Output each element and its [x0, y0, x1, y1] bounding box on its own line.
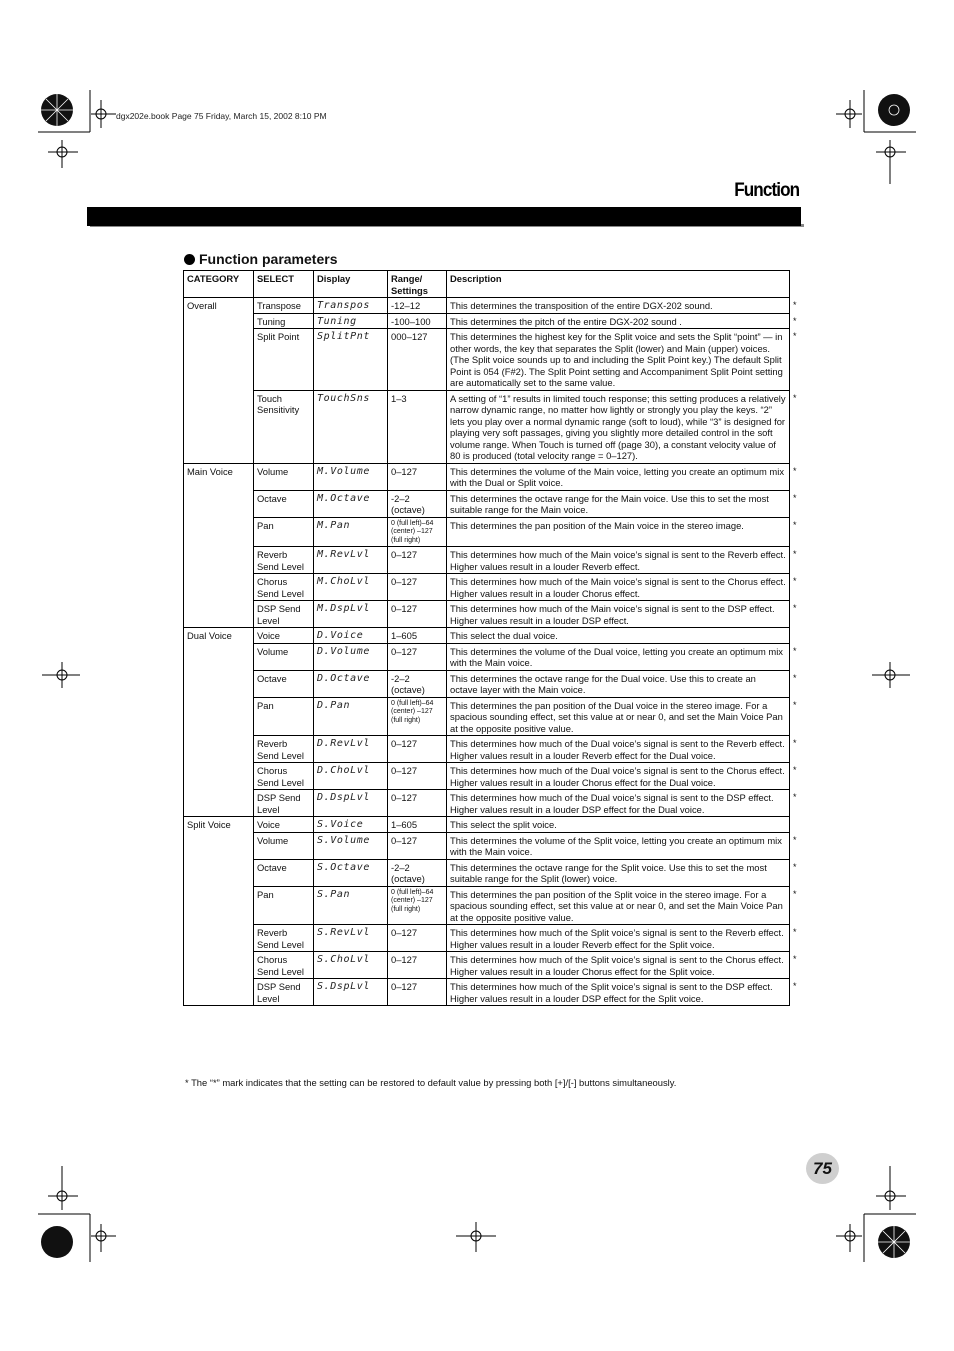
description-cell: A setting of “1” results in limited touch response; this setting produces a relatively narrow dynamic range, no matter how lightly or strongly you play the keys. “2” lets you play over a normal dynamic range (soft to loud), while “3” is designed for playing very soft passages, giving you slightly more detailed control in the soft volume range. When Touch is turned off (page 30), a constant velocity value of 80 is produced (total velocity range = 0–127). — [447, 390, 790, 463]
display-cell: M.Octave — [314, 490, 388, 517]
select-cell: DSP Send Level — [254, 790, 314, 817]
description-cell: This determines the volume of the Dual voice, letting you create an optimum mix with the Main voice. — [447, 643, 790, 670]
range-cell: 0–127 — [388, 643, 447, 670]
table-row — [184, 979, 790, 1006]
description-cell: This determines how much of the Split voice’s signal is sent to the Reverb effect. Higher values result in a louder Reverb effect for the Split voice. — [447, 925, 790, 952]
range-cell: 1–3 — [388, 390, 447, 463]
description-cell: This determines how much of the Split voice’s signal is sent to the DSP effect. Higher values result in a louder DSP effect for the Split voice. — [447, 979, 790, 1006]
table-row — [184, 313, 790, 329]
category-cell: Dual Voice — [184, 628, 254, 817]
title-bar — [87, 207, 801, 226]
table-row — [184, 817, 790, 833]
range-cell: 0–127 — [388, 736, 447, 763]
default-mark: * — [793, 549, 797, 559]
default-mark: * — [793, 520, 797, 530]
description-cell: This determines the pan position of the Dual voice in the stereo image. For a spacious sounding effect, set this value at or near 0, and set the Main Voice Pan at the opposite positive value. — [447, 697, 790, 736]
description-cell: This select the dual voice. — [447, 628, 790, 644]
range-cell: -2–2 (octave) — [388, 670, 447, 697]
display-cell: S.DspLvl — [314, 979, 388, 1006]
range-cell: 0 (full left)–64 (center) –127 (full right) — [388, 517, 447, 547]
default-mark: * — [793, 646, 797, 656]
display-cell: D.Octave — [314, 670, 388, 697]
footnote: * The “*” mark indicates that the setting can be restored to default value by pressing both [+]/[-] buttons simultaneously. — [185, 1077, 677, 1088]
table-row — [184, 643, 790, 670]
range-cell: 0–127 — [388, 574, 447, 601]
display-cell: M.DspLvl — [314, 601, 388, 628]
display-cell: D.Voice — [314, 628, 388, 644]
default-mark: * — [793, 603, 797, 613]
default-mark: * — [793, 316, 797, 326]
select-cell: Chorus Send Level — [254, 763, 314, 790]
description-cell: This determines how much of the Dual voice’s signal is sent to the Chorus effect. Higher values result in a louder Chorus effect for the Dual voice. — [447, 763, 790, 790]
column-header-range: Range/ Settings — [388, 271, 447, 298]
select-cell: Octave — [254, 490, 314, 517]
display-cell: M.RevLvl — [314, 547, 388, 574]
description-cell: This determines how much of the Main voice’s signal is sent to the Chorus effect. Higher values result in a louder Chorus effect. — [447, 574, 790, 601]
default-mark: * — [793, 493, 797, 503]
default-mark: * — [793, 576, 797, 586]
function-parameters-table — [183, 270, 790, 1006]
description-cell: This determines the highest key for the Split voice and sets the Split “point” — in other words, the key that separates the Split (lower) and Main (upper) voices. (The Split voice sounds up to and including the Split Point key.) The default Split Point is 054 (F#2). The Split Point setting and Accompaniment Split Point setting are automatically set to the same value. — [447, 329, 790, 391]
description-cell: This determines the volume of the Split voice, letting you create an optimum mix with the Main voice. — [447, 832, 790, 859]
default-mark: * — [793, 981, 797, 991]
table-row — [184, 832, 790, 859]
column-header-category: CATEGORY — [184, 271, 254, 298]
display-cell: D.ChoLvl — [314, 763, 388, 790]
range-cell: -100–100 — [388, 313, 447, 329]
default-mark: * — [793, 393, 797, 403]
description-cell: This determines the octave range for the Dual voice. Use this to create an octave layer with the Main voice. — [447, 670, 790, 697]
select-cell: DSP Send Level — [254, 979, 314, 1006]
select-cell: Pan — [254, 697, 314, 736]
table-row — [184, 763, 790, 790]
default-mark: * — [793, 765, 797, 775]
description-cell: This determines how much of the Main voice’s signal is sent to the Reverb effect. Higher values result in a louder Reverb effect. — [447, 547, 790, 574]
select-cell: Reverb Send Level — [254, 925, 314, 952]
display-cell: D.RevLvl — [314, 736, 388, 763]
description-cell: This determines how much of the Dual voice’s signal is sent to the DSP effect. Higher values result in a louder DSP effect for the Dual voice. — [447, 790, 790, 817]
display-cell: SplitPnt — [314, 329, 388, 391]
display-cell: M.Volume — [314, 463, 388, 490]
display-cell: S.Voice — [314, 817, 388, 833]
range-cell: 0–127 — [388, 925, 447, 952]
description-cell: This determines how much of the Split voice’s signal is sent to the Chorus effect. Higher values result in a louder Chorus effect for the Split voice. — [447, 952, 790, 979]
range-cell: 0–127 — [388, 763, 447, 790]
table-row — [184, 329, 790, 391]
table-row — [184, 574, 790, 601]
registration-mark-bottom-right — [836, 1162, 916, 1262]
table-header-row — [184, 271, 790, 298]
range-cell: 1–605 — [388, 628, 447, 644]
default-mark: * — [793, 466, 797, 476]
select-cell: Split Point — [254, 329, 314, 391]
default-mark: * — [793, 738, 797, 748]
range-cell: 1–605 — [388, 817, 447, 833]
description-cell: This determines the transposition of the entire DGX-202 sound. — [447, 298, 790, 314]
select-cell: Chorus Send Level — [254, 574, 314, 601]
display-cell: D.Volume — [314, 643, 388, 670]
select-cell: Reverb Send Level — [254, 547, 314, 574]
display-cell: S.Volume — [314, 832, 388, 859]
print-header-line: dgx202e.book Page 75 Friday, March 15, 2002 8:10 PM — [116, 111, 327, 121]
page-number: 75 — [806, 1153, 839, 1184]
display-cell: S.RevLvl — [314, 925, 388, 952]
select-cell: Octave — [254, 670, 314, 697]
table-row — [184, 628, 790, 644]
range-cell: 000–127 — [388, 329, 447, 391]
select-cell: Octave — [254, 859, 314, 886]
select-cell: Volume — [254, 643, 314, 670]
default-mark: * — [793, 700, 797, 710]
default-mark: * — [793, 927, 797, 937]
category-cell: Overall — [184, 298, 254, 464]
table-row — [184, 697, 790, 736]
table-row — [184, 736, 790, 763]
table-row — [184, 517, 790, 547]
description-cell: This determines how much of the Main voice’s signal is sent to the DSP effect. Higher values result in a louder DSP effect. — [447, 601, 790, 628]
select-cell: Tuning — [254, 313, 314, 329]
registration-mark-bottom-center — [456, 1222, 496, 1252]
display-cell: D.DspLvl — [314, 790, 388, 817]
display-cell: M.ChoLvl — [314, 574, 388, 601]
registration-mark-mid-left — [40, 660, 80, 690]
select-cell: Transpose — [254, 298, 314, 314]
select-cell: Voice — [254, 628, 314, 644]
registration-mark-top-right — [836, 90, 916, 190]
range-cell: 0–127 — [388, 979, 447, 1006]
section-heading — [184, 251, 337, 267]
range-cell: 0–127 — [388, 952, 447, 979]
select-cell: Reverb Send Level — [254, 736, 314, 763]
range-cell: -2–2 (octave) — [388, 859, 447, 886]
description-cell: This select the split voice. — [447, 817, 790, 833]
select-cell: Volume — [254, 832, 314, 859]
table-row — [184, 886, 790, 925]
select-cell: Pan — [254, 517, 314, 547]
category-cell: Main Voice — [184, 463, 254, 628]
description-cell: This determines the pitch of the entire DGX-202 sound . — [447, 313, 790, 329]
default-mark: * — [793, 300, 797, 310]
select-cell: Touch Sensitivity — [254, 390, 314, 463]
registration-mark-mid-right — [872, 660, 912, 690]
category-cell: Split Voice — [184, 817, 254, 1006]
display-cell: Transpos — [314, 298, 388, 314]
range-cell: -2–2 (octave) — [388, 490, 447, 517]
select-cell: DSP Send Level — [254, 601, 314, 628]
table-row — [184, 463, 790, 490]
range-cell: 0–127 — [388, 790, 447, 817]
display-cell: TouchSns — [314, 390, 388, 463]
bullet-icon — [184, 254, 195, 265]
table-row — [184, 859, 790, 886]
page-title: Function — [734, 180, 799, 201]
description-cell: This determines the volume of the Main voice, letting you create an optimum mix with the Dual or Split voice. — [447, 463, 790, 490]
select-cell: Chorus Send Level — [254, 952, 314, 979]
default-mark: * — [793, 889, 797, 899]
range-cell: -12–12 — [388, 298, 447, 314]
select-cell: Pan — [254, 886, 314, 925]
column-header-description: Description — [447, 271, 790, 298]
display-cell: S.ChoLvl — [314, 952, 388, 979]
column-header-display: Display — [314, 271, 388, 298]
default-mark: * — [793, 835, 797, 845]
range-cell: 0 (full left)–64 (center) –127 (full right) — [388, 886, 447, 925]
section-title: Function parameters — [199, 251, 338, 267]
table-row — [184, 601, 790, 628]
select-cell: Volume — [254, 463, 314, 490]
default-mark: * — [793, 862, 797, 872]
range-cell: 0–127 — [388, 601, 447, 628]
display-cell: Tuning — [314, 313, 388, 329]
table-row — [184, 547, 790, 574]
table-row — [184, 298, 790, 314]
registration-mark-top-left — [38, 90, 118, 190]
display-cell: S.Octave — [314, 859, 388, 886]
table-row — [184, 925, 790, 952]
description-cell: This determines how much of the Dual voice’s signal is sent to the Reverb effect. Higher values result in a louder Reverb effect for the Dual voice. — [447, 736, 790, 763]
column-header-select: SELECT — [254, 271, 314, 298]
range-cell: 0 (full left)–64 (center) –127 (full right) — [388, 697, 447, 736]
description-cell: This determines the pan position of the Split voice in the stereo image. For a spacious sounding effect, set this value at or near 0, and set the Main Voice Pan at the opposite positive value. — [447, 886, 790, 925]
description-cell: This determines the octave range for the Split voice. Use this to set the most suitable range for the Split (lower) voice. — [447, 859, 790, 886]
table-row — [184, 490, 790, 517]
default-mark: * — [793, 673, 797, 683]
display-cell: M.Pan — [314, 517, 388, 547]
range-cell: 0–127 — [388, 547, 447, 574]
default-mark: * — [793, 792, 797, 802]
table-row — [184, 790, 790, 817]
default-mark: * — [793, 954, 797, 964]
table-row — [184, 952, 790, 979]
description-cell: This determines the octave range for the Main voice. Use this to set the most suitable range for the Main voice. — [447, 490, 790, 517]
display-cell: S.Pan — [314, 886, 388, 925]
select-cell: Voice — [254, 817, 314, 833]
registration-mark-bottom-left — [38, 1162, 118, 1262]
description-cell: This determines the pan position of the Main voice in the stereo image. — [447, 517, 790, 547]
table-row — [184, 670, 790, 697]
table-row — [184, 390, 790, 463]
default-mark: * — [793, 331, 797, 341]
range-cell: 0–127 — [388, 463, 447, 490]
display-cell: D.Pan — [314, 697, 388, 736]
range-cell: 0–127 — [388, 832, 447, 859]
